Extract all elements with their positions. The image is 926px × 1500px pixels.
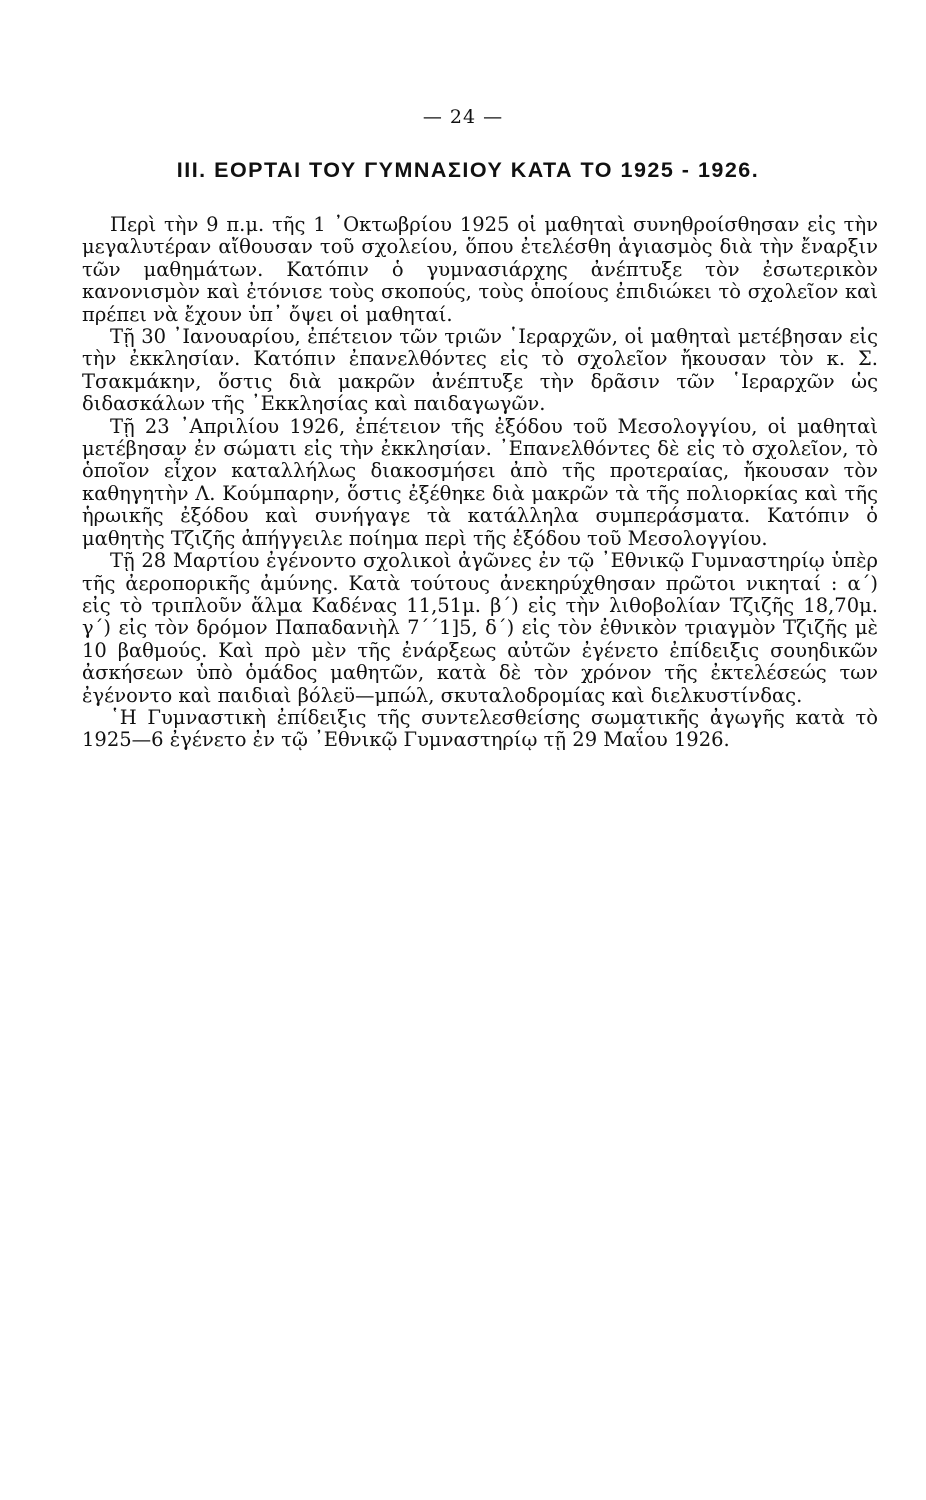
paragraph-school-opening: Περὶ τὴν 9 π.μ. τῆς 1 ᾿Οκτωβρίου 1925 οἱ μαθηταὶ συνηθροίσθησαν εἰς τὴν μεγαλυτέραν αἴθουσαν τοῦ σχολείου, ὅπου ἐτελέσθη ἁγιασμὸς διὰ τὴν ἔναρξιν τῶν μαθημάτων. Κατόπιν ὁ γυμνασιάρχης ἀνέπτυξε τὸν ἐσωτερικὸν κανονισμὸν καὶ ἐτόνισε τοὺς σκοπούς, τοὺς ὁποίους ἐπιδιώκει τὸ σχολεῖον καὶ πρέπει νὰ ἔχουν ὑπ᾿ ὄψει οἱ μαθηταί. — [82, 213, 878, 326]
section-title: III. ΕΟΡΤΑΙ ΤΟΥ ΓΥΜΝΑΣΙΟΥ ΚΑΤΑ ΤΟ 1925 - 1926. — [176, 158, 760, 182]
paragraph-gymnastic-display: ῾Η Γυμναστικὴ ἐπίδειξις τῆς συντελεσθείσης σωματικῆς ἀγωγῆς κατὰ τὸ 1925—6 ἐγένετο ἐν τῷ ᾿Εθνικῷ Γυμναστηρίῳ τῇ 29 Μαΐου 1926. — [82, 705, 878, 752]
paragraph-three-hierarchs: Τῇ 30 ᾿Ιανουαρίου, ἐπέτειον τῶν τριῶν ῾Ιεραρχῶν, οἱ μαθηταὶ μετέβησαν εἰς τὴν ἐκκλησίαν. Κατόπιν ἐπανελθόντες εἰς τὸ σχολεῖον ἤκουσαν τὸν κ. Σ. Τσακμάκην, ὅστις διὰ μακρῶν ἀνέπτυξε τὴν δρᾶσιν τῶν ῾Ιεραρχῶν ὡς διδασκάλων τῆς ᾿Εκκλησίας καὶ παιδαγωγῶν. — [82, 325, 878, 416]
body-text — [82, 214, 878, 752]
paragraph-school-games: Τῇ 28 Μαρτίου ἐγένοντο σχολικοὶ ἀγῶνες ἐν τῷ ᾿Εθνικῷ Γυμναστηρίῳ ὑπὲρ τῆς ἀεροπορικῆς ἀμύνης. Κατὰ τούτους ἀνεκηρύχθησαν πρῶτοι νικηταί : α΄) εἰς τὸ τριπλοῦν ἅλμα Καδένας 11,51μ. β΄) εἰς τὴν λιθοβολίαν Τζιζῆς 18,70μ. γ΄) εἰς τὸν δρόμον Παπαδανιὴλ 7΄΄1]5, δ΄) εἰς τὸν ἐθνικὸν τριαγμὸν Τζιζῆς μὲ 10 βαθμούς. Καὶ πρὸ μὲν τῆς ἐνάρξεως αὐτῶν ἐγένετο ἐπίδειξις σουηδικῶν ἀσκήσεων ὑπὸ ὁμάδος μαθητῶν, κατὰ δὲ τὸν χρόνον τῆς ἐκτελέσεώς των ἐγένοντο καὶ παιδιαὶ βόλεϋ—μπώλ, σκυταλοδρομίας καὶ διελκυστίνδας. — [82, 549, 878, 707]
paragraph-mesolongi-exodus: Τῇ 23 ᾿Απριλίου 1926, ἐπέτειον τῆς ἐξόδου τοῦ Μεσολογγίου, οἱ μαθηταὶ μετέβησαν ἐν σώματι εἰς τὴν ἐκκλησίαν. ᾿Επανελθόντες δὲ εἰς τὸ σχολεῖον, τὸ ὁποῖον εἶχον καταλλήλως διακοσμήσει ἀπὸ τῆς προτεραίας, ἤκουσαν τὸν καθηγητὴν Λ. Κούμπαρην, ὅστις ἐξέθηκε διὰ μακρῶν τὰ τῆς πολιορκίας καὶ τῆς ἡρωικῆς ἐξόδου καὶ συνήγαγε τὰ κατάλληλα συμπεράσματα. Κατόπιν ὁ μαθητὴς Τζιζῆς ἀπήγγειλε ποίημα περὶ τῆς ἐξόδου τοῦ Μεσολογγίου. — [82, 414, 878, 550]
page-number: — 24 — — [422, 106, 504, 128]
